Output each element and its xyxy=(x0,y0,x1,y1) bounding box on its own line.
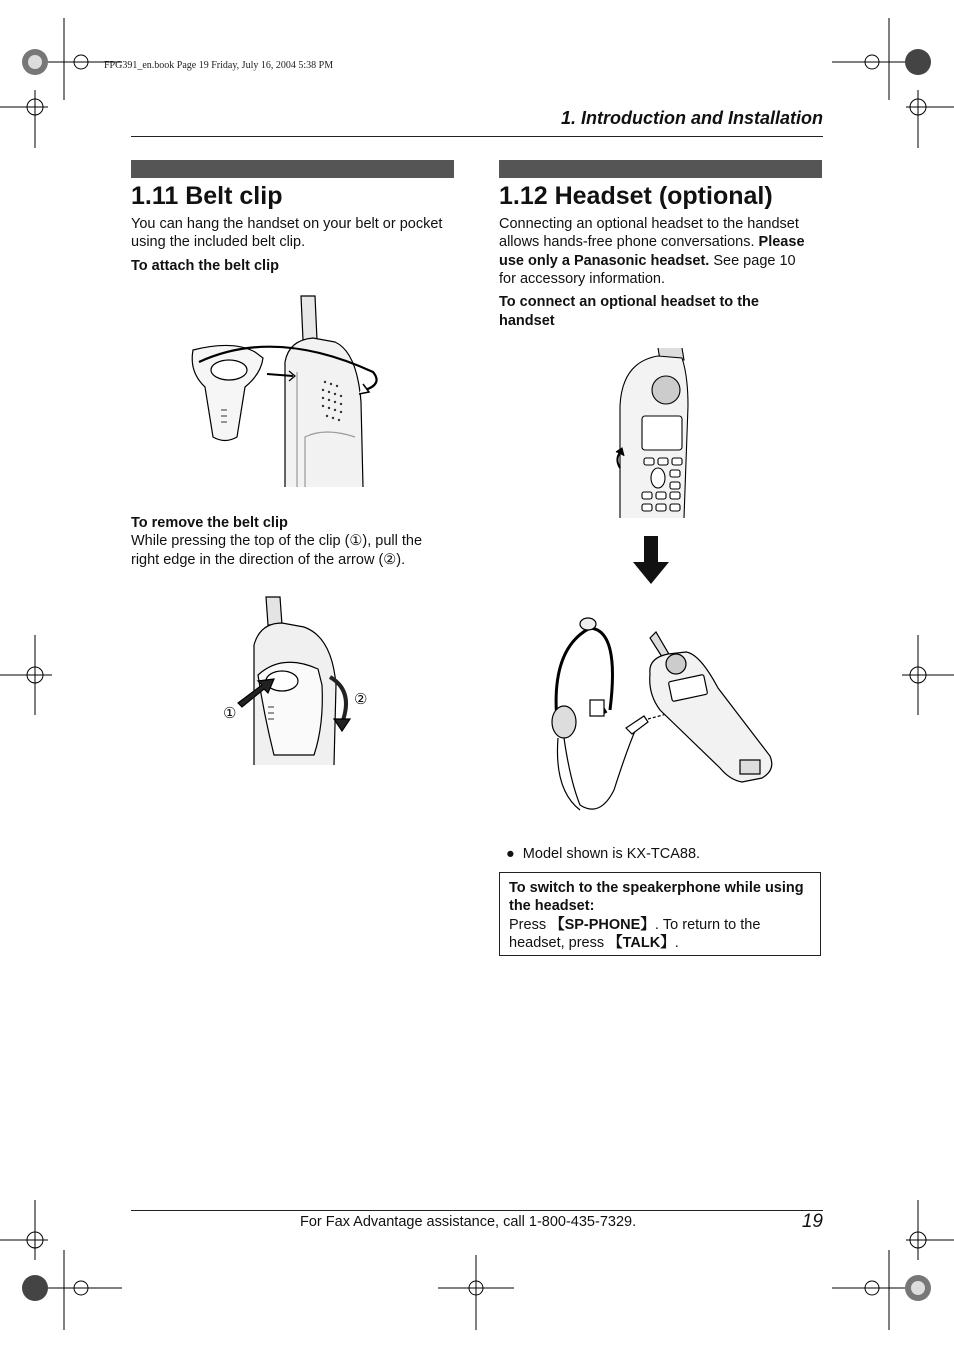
chapter-title: 1. Introduction and Installation xyxy=(560,108,823,128)
remove-belt-clip-text-1: While pressing the top of the clip (①), pull the xyxy=(131,533,423,549)
handset-jack-figure xyxy=(612,346,692,521)
page-number: 19 xyxy=(801,1211,823,1232)
headset-connected-figure xyxy=(540,610,780,822)
belt-clip-intro-1: You can hang the handset on your belt or pocket xyxy=(131,216,443,232)
headset-intro-1: Connecting an optional headset to the handset xyxy=(499,216,799,232)
connect-headset-heading-1: To connect an optional headset to the xyxy=(499,294,759,310)
connect-headset-heading-2: handset xyxy=(499,313,555,329)
step-marker-1: ① xyxy=(223,705,237,722)
model-note-text: Model shown is KX-TCA88. xyxy=(522,846,701,862)
note-box-line-2 xyxy=(509,934,679,953)
section-heading-headset: 1.12 Headset (optional) xyxy=(499,182,773,210)
remove-belt-clip-text-2: right edge in the direction of the arrow (②). xyxy=(131,552,406,568)
header-rule xyxy=(131,136,823,137)
note-box-title-1: To switch to the speakerphone while using xyxy=(509,880,804,896)
talk-key: 【TALK】 xyxy=(608,935,675,951)
step-marker-2: ② xyxy=(354,691,368,708)
headset-intro-2b: Please xyxy=(758,234,805,250)
bullet-icon: ● xyxy=(506,846,515,862)
section-heading-belt-clip: 1.11 Belt clip xyxy=(131,182,283,210)
attach-belt-clip-heading: To attach the belt clip xyxy=(131,258,279,274)
down-arrow-icon xyxy=(631,536,671,586)
note-headset-text: headset, press xyxy=(509,935,609,951)
headset-intro-4: for accessory information. xyxy=(499,271,666,287)
section-bar-headset xyxy=(499,160,822,178)
note-box-title-2: the headset: xyxy=(509,898,595,914)
model-note xyxy=(506,845,700,864)
headset-intro-2 xyxy=(499,233,805,252)
remove-belt-clip-heading: To remove the belt clip xyxy=(131,515,288,531)
sp-phone-key: 【SP-PHONE】 xyxy=(550,917,655,933)
note-return-text: . To return to the xyxy=(654,917,761,933)
note-press-text: Press xyxy=(509,917,551,933)
belt-clip-intro-2: using the included belt clip. xyxy=(131,234,306,250)
footer-assistance: For Fax Advantage assistance, call 1-800-435-7329. xyxy=(300,1214,637,1230)
note-box-line-1 xyxy=(509,916,760,935)
headset-intro-3 xyxy=(499,252,796,271)
attach-belt-clip-figure xyxy=(185,292,405,492)
headset-intro-3b: See page 10 xyxy=(709,253,796,269)
remove-belt-clip-figure xyxy=(222,595,382,767)
section-bar-belt-clip xyxy=(131,160,454,178)
note-end-text: . xyxy=(674,935,679,951)
print-info: FPG391_en.book Page 19 Friday, July 16, 2004 5:38 PM xyxy=(104,60,334,71)
headset-intro-2a: allows hands-free phone conversations. xyxy=(499,234,759,250)
footer-rule xyxy=(131,1210,823,1211)
headset-intro-3a: use only a Panasonic headset. xyxy=(499,253,710,269)
